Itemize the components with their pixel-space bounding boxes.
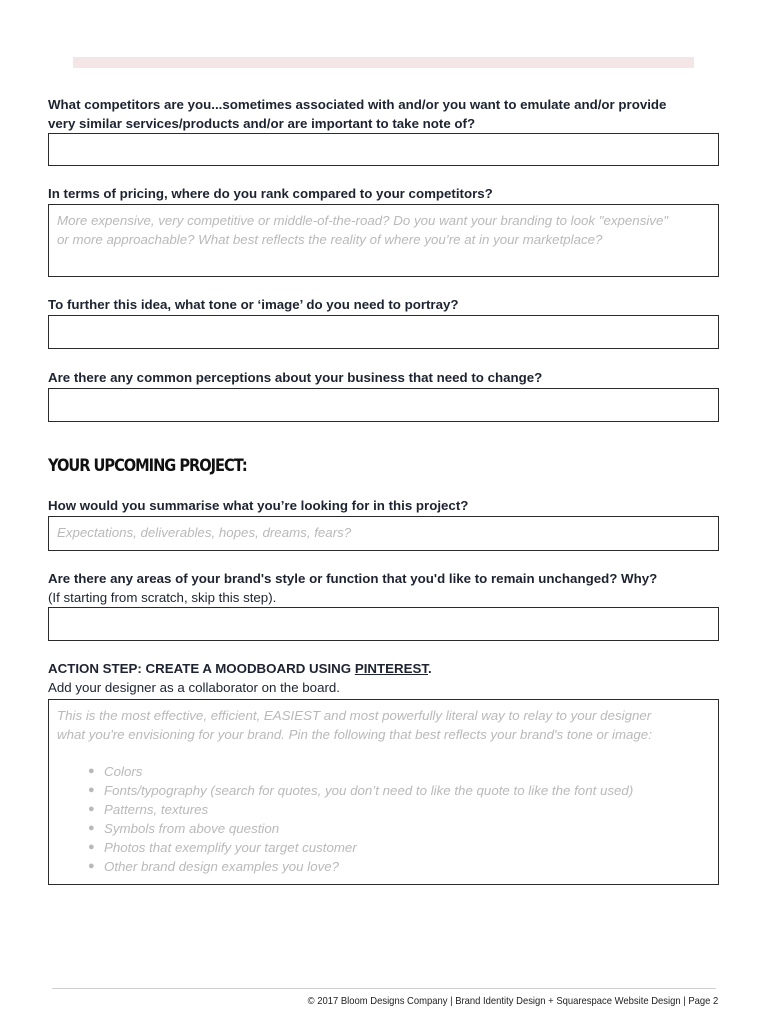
pinterest-link[interactable]: PINTEREST (354, 661, 428, 676)
summary-field[interactable] (48, 516, 719, 551)
footer-divider (52, 988, 716, 989)
list-item: ● Fonts/typography (search for quotes, you don’t need to like the quote to like the font used) (88, 783, 634, 798)
bullet-icon: ● (88, 860, 95, 872)
action-step-heading (48, 659, 432, 678)
action-step-note: Add your designer as a collaborator on the board. (48, 680, 340, 695)
question-pricing: In terms of pricing, where do you rank compared to your competitors? (48, 186, 493, 201)
moodboard-bullet-list (57, 762, 710, 876)
bullet-icon: ● (88, 765, 95, 777)
question-competitors: What competitors are you...sometimes associated with and/or you want to emulate and/or provide very similar services/products and/or are important to take note of? (48, 97, 667, 131)
action-step-prefix: ACTION STEP: CREATE A MOODBOARD USING (48, 661, 355, 676)
moodboard-intro-line1: This is the most effective, efficient, EASIEST and most powerfully literal way to relay to your designer (57, 708, 652, 723)
list-item: ● Patterns, textures (88, 802, 209, 817)
competitors-field[interactable] (48, 133, 719, 166)
bullet-icon: ● (88, 784, 95, 796)
list-item: ● Colors (88, 764, 143, 779)
perceptions-field[interactable] (48, 388, 719, 422)
action-step-suffix: . (427, 661, 432, 676)
pricing-field[interactable] (48, 204, 719, 277)
moodboard-intro-line2: what you're envisioning for your brand. Pin the following that best reflects your brand's tone or image: (57, 727, 652, 742)
list-item: ● Symbols from above question (88, 821, 280, 836)
question-summary: How would you summarise what you’re looking for in this project? (48, 498, 469, 513)
question-perceptions: Are there any common perceptions about your business that need to change? (48, 370, 543, 385)
tone-field[interactable] (48, 315, 719, 349)
list-item: ● Photos that exemplify your target customer (88, 840, 357, 855)
section-title-upcoming-project: YOUR UPCOMING PROJECT: (48, 456, 247, 476)
pricing-placeholder-line2: or more approachable? What best reflects the reality of where you’re at in your marketplace? (57, 232, 603, 247)
header-decorative-bar (73, 57, 694, 68)
question-tone: To further this idea, what tone or ‘image’ do you need to portray? (48, 297, 459, 312)
list-item: ● Other brand design examples you love? (88, 859, 340, 874)
unchanged-field[interactable] (48, 607, 719, 641)
bullet-icon: ● (88, 841, 95, 853)
page-footer: © 2017 Bloom Designs Company | Brand Identity Design + Squarespace Website Design | Page 2 (307, 995, 718, 1007)
question-unchanged: Are there any areas of your brand's style or function that you'd like to remain unchanged? Why? (48, 571, 658, 586)
unchanged-note: (If starting from scratch, skip this step). (48, 590, 277, 605)
bullet-icon: ● (88, 822, 95, 834)
pricing-placeholder-line1: More expensive, very competitive or middle-of-the-road? Do you want your branding to look "expensive" (57, 213, 669, 228)
summary-placeholder: Expectations, deliverables, hopes, dreams, fears? (57, 525, 352, 540)
bullet-icon: ● (88, 803, 95, 815)
moodboard-field[interactable] (48, 699, 719, 885)
